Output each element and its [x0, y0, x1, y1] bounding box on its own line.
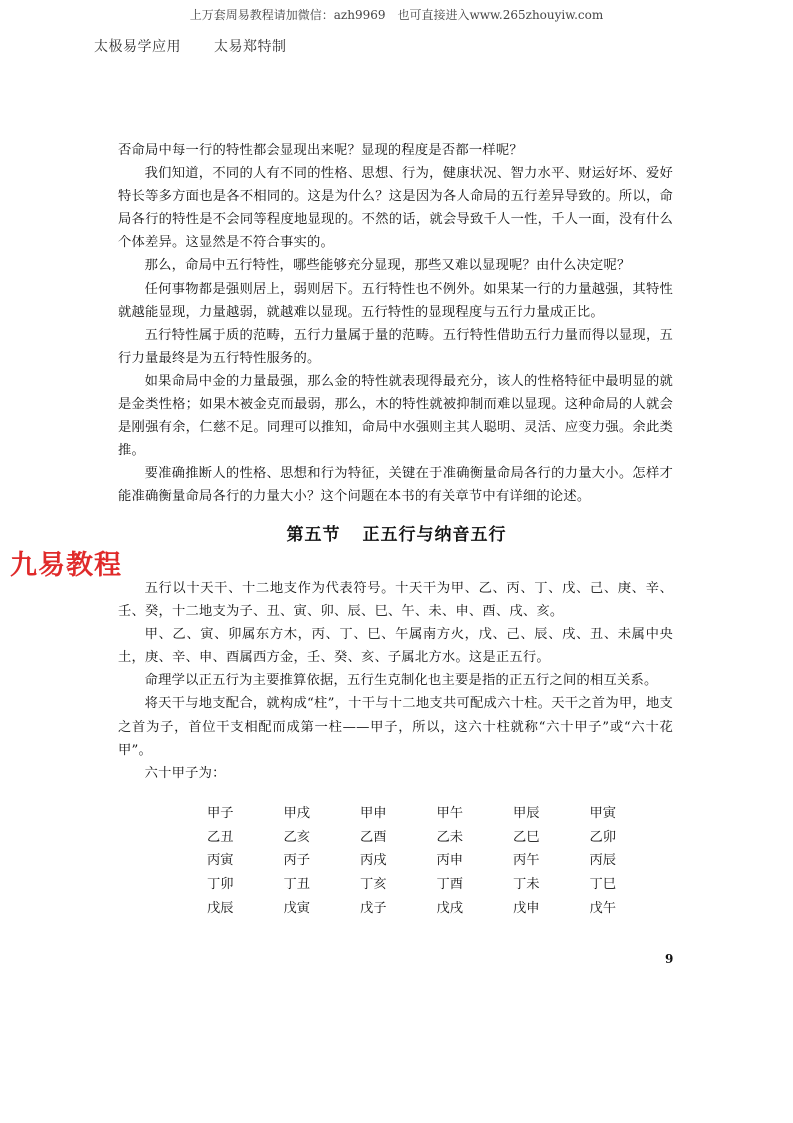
section-number: 第五节: [286, 525, 341, 545]
table-row: [207, 824, 666, 848]
table-cell: 戊申: [513, 900, 540, 916]
table-cell: 甲申: [360, 806, 387, 822]
paragraph: 要准确推断人的性格、思想和行为特征，关键在于准确衡量命局各行的力量大小。怎样才能准确衡量命局各行的力量大小？这个问题在本书的有关章节中有详细的论述。: [118, 466, 673, 505]
table-row: [207, 800, 666, 824]
running-head: [94, 36, 314, 56]
paragraph: 将天干与地支配合，就构成“柱”，十干与十二地支共可配成六十柱。天干之首为甲，地支之首为子，首位干支相配而成第一柱——甲子，所以，这六十柱就称“六十甲子”或“六十花甲”。: [118, 696, 673, 758]
table-cell: 丙子: [283, 853, 311, 869]
paragraph: 五行以十天干、十二地支作为代表符号。十天干为甲、乙、丙、丁、戊、己、庚、辛、壬、癸，十二地支为子、丑、寅、卯、辰、巳、午、未、申、酉、戌、亥。: [118, 581, 673, 620]
paragraph: 那么，命局中五行特性，哪些能够充分显现，那些又难以显现呢？由什么决定呢？: [144, 258, 631, 274]
table-cell: 甲寅: [589, 806, 617, 822]
table-cell: 甲午: [436, 806, 464, 822]
table-cell: 乙亥: [283, 829, 311, 845]
running-head-book: 太极易学应用: [94, 39, 181, 55]
paragraph: 命理学以正五行为主要推算依据，五行生克制化也主要是指的正五行之间的相互关系。: [144, 673, 658, 689]
table-cell: 丁巳: [589, 877, 617, 893]
running-head-author: 太易郑特制: [213, 39, 287, 55]
table-cell: 丁未: [513, 877, 540, 893]
table-cell: 丁亥: [360, 877, 387, 893]
section-body-1: [118, 139, 673, 509]
paragraph: 甲、乙、寅、卯属东方木，丙、丁、巳、午属南方火，戊、己、辰、戌、丑、未属中央土，庚、辛、申、酉属西方金，壬、癸、亥、子属北方水。这是正五行。: [118, 627, 673, 666]
table-row: [207, 847, 666, 871]
table-cell: 戊戌: [436, 900, 464, 916]
table-cell: 丙申: [436, 853, 464, 869]
top-banner: 上万套周易教程请加微信：azh9969 也可直接进入www.265zhouyiw.com: [189, 8, 604, 22]
table-cell: 丁酉: [436, 877, 464, 893]
table-cell: 丁丑: [283, 877, 311, 893]
table-cell: 戊午: [589, 900, 617, 916]
table-cell: 丙辰: [589, 853, 617, 869]
section-title: [0, 520, 793, 545]
sixty-jiazi-table: [207, 800, 666, 918]
table-cell: 丁卯: [207, 877, 234, 893]
table-cell: 丙午: [513, 853, 540, 869]
paragraph: 五行特性属于质的范畴，五行力量属于量的范畴。五行特性借助五行力量而得以显现，五行力量最终是为五行特性服务的。: [118, 327, 673, 366]
table-cell: 乙酉: [360, 829, 387, 845]
table-cell: 乙巳: [513, 829, 540, 845]
table-cell: 戊子: [360, 900, 387, 916]
paragraph: 六十甲子为：: [144, 765, 226, 781]
table-row: [207, 871, 666, 895]
watermark: 九易教程: [10, 550, 122, 581]
section-body-2: [118, 577, 673, 785]
table-cell: 甲子: [207, 806, 234, 822]
paragraph: 否命局中每一行的特性都会显现出来呢？显现的程度是否都一样呢？: [118, 143, 523, 158]
table-cell: 乙丑: [207, 829, 234, 845]
table-cell: 丙戌: [360, 853, 387, 869]
table-cell: 戊辰: [207, 900, 234, 916]
paragraph: 任何事物都是强则居上，弱则居下。五行特性也不例外。如果某一行的力量越强，其特性就越能显现，力量越弱，就越难以显现。五行特性的显现程度与五行力量成正比。: [118, 281, 673, 320]
page-number: 9: [665, 952, 674, 966]
table-cell: 丙寅: [207, 853, 234, 869]
table-cell: 乙未: [436, 829, 464, 845]
table-cell: 乙卯: [589, 829, 617, 845]
paragraph: 我们知道，不同的人有不同的性格、思想、行为，健康状况、智力水平、财运好坏、爱好特长等多方面也是各不相同的。这是为什么？这是因为各人命局的五行差异导致的。所以，命局各行的特性是不会同等程度地显现的。不然的话，就会导致千人一性，千人一面，没有什么个体差异。这显然是不符合事实的。: [118, 166, 673, 251]
table-cell: 甲戌: [283, 806, 311, 822]
table-cell: 戊寅: [283, 900, 311, 916]
table-row: [207, 894, 666, 918]
table-cell: 甲辰: [513, 806, 540, 822]
section-name: 正五行与纳音五行: [362, 525, 507, 545]
paragraph: 如果命局中金的力量最强，那么金的特性就表现得最充分，该人的性格特征中最明显的就是金类性格；如果木被金克而最弱，那么，木的特性就被抑制而难以显现。这种命局的人就会是刚强有余，仁慈不足。同理可以推知，命局中水强则主其人聪明、灵活、应变力强。余此类推。: [118, 373, 673, 459]
